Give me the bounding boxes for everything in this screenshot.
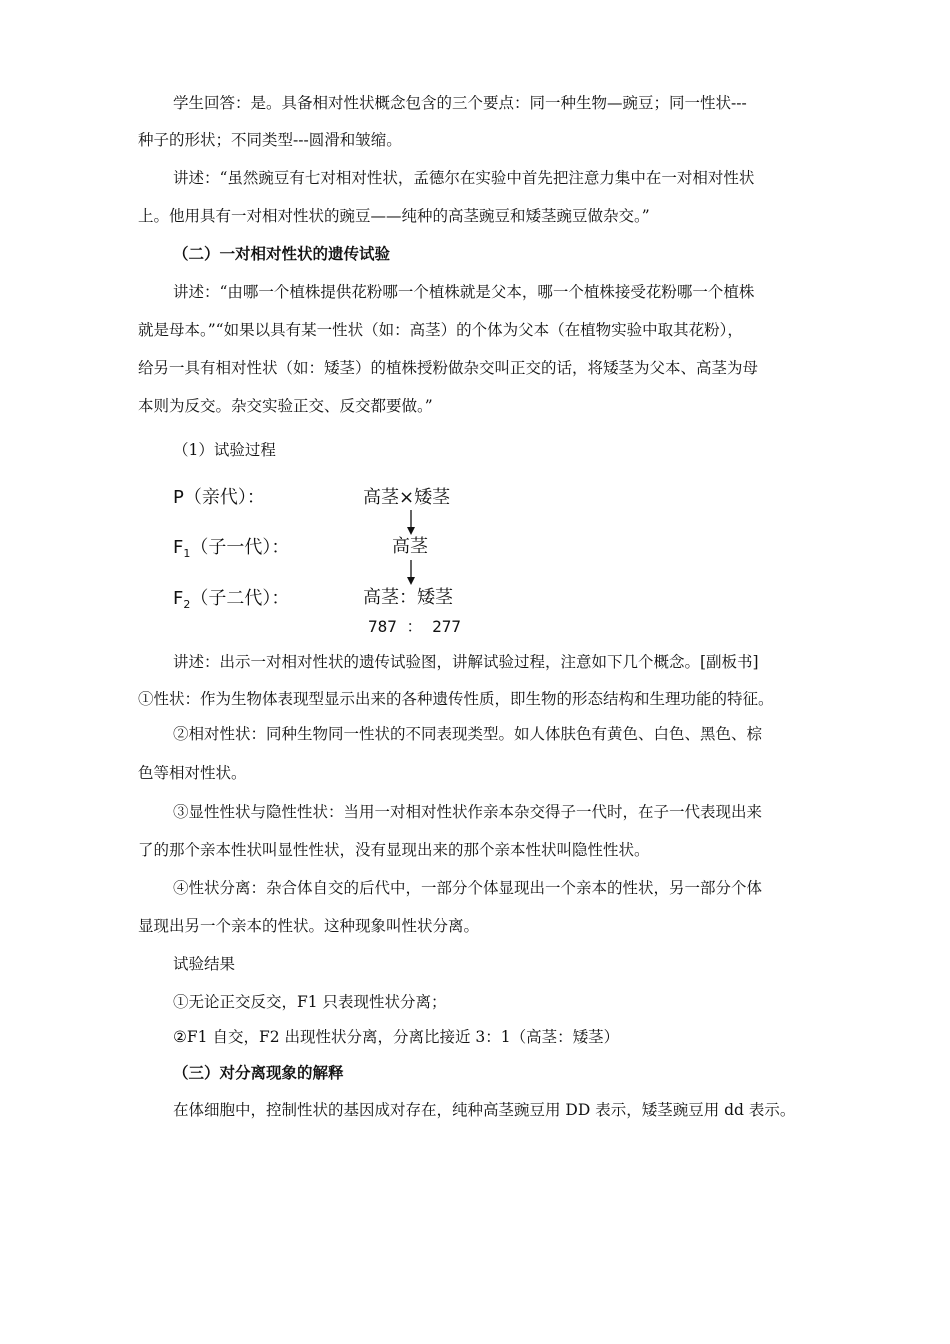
f1-letter: F (173, 537, 184, 558)
f2-ratio: 787 ： 277 (368, 617, 462, 636)
f1-subscript: 1 (183, 547, 191, 560)
paragraph-line: 讲述：“虽然豌豆有七对相对性状，孟德尔在实验中首先把注意力集中在一对相对性状 (173, 169, 755, 187)
paragraph-line: 上。他用具有一对相对性状的豌豆——纯种的高茎豌豆和矮茎豌豆做杂交。” (138, 207, 650, 225)
concept-item: ③显性性状与隐性性状：当用一对相对性状作亲本杂交得子一代时，在子一代表现出来 (173, 803, 763, 821)
f2-label-text: （子二代）： (190, 588, 290, 609)
result-item: ①无论正交反交，F1 只表现性状分离； (173, 993, 447, 1011)
result-heading: 试验结果 (173, 955, 236, 973)
section-heading: （二）一对相对性状的遗传试验 (173, 244, 391, 263)
arrow-down-icon (405, 560, 417, 586)
parent-cross: 高茎×矮茎 (363, 487, 451, 508)
paragraph-line: 色等相对性状。 (138, 764, 247, 782)
paragraph-line: 讲述：出示一对相对性状的遗传试验图，讲解试验过程，注意如下几个概念。[副板书] (173, 653, 759, 671)
paragraph-line: 在体细胞中，控制性状的基因成对存在，纯种高茎豌豆用 DD 表示，矮茎豌豆用 dd 表示。 (173, 1101, 796, 1119)
paragraph-line: 给另一具有相对性状（如：矮茎）的植株授粉做杂交叫正交的话，将矮茎为父本、高茎为母 (138, 359, 759, 377)
concept-item: ②相对性状：同种生物同一性状的不同表现类型。如人体肤色有黄色、白色、黑色、棕 (173, 725, 763, 743)
paragraph-line: 就是母本。”“如果以具有某一性状（如：高茎）的个体为父本（在植物实验中取其花粉）， (138, 321, 743, 339)
f2-generation-label (173, 588, 289, 616)
result-item: ②F1 自交，F2 出现性状分离，分离比接近 3：1（高茎：矮茎） (173, 1028, 620, 1046)
concept-item: ①性状：作为生物体表现型显示出来的各种遗传性质，即生物的形态结构和生理功能的特征。 (138, 690, 774, 708)
f2-result: 高茎：矮茎 (363, 587, 453, 608)
section-heading: （三）对分离现象的解释 (173, 1063, 344, 1082)
f1-result: 高茎 (392, 536, 428, 557)
paragraph-line: 显现出另一个亲本的性状。这种现象叫性状分离。 (138, 917, 480, 935)
f1-label-text: （子一代）： (190, 537, 290, 558)
paragraph-line: 种子的形状；不同类型---圆滑和皱缩。 (138, 131, 402, 149)
p-generation-label: P（亲代）： (173, 487, 265, 508)
f2-subscript: 2 (183, 598, 191, 611)
subsection-heading: （1）试验过程 (173, 441, 276, 459)
paragraph-line: 了的那个亲本性状叫显性性状，没有显现出来的那个亲本性状叫隐性性状。 (138, 841, 650, 859)
concept-item: ④性状分离：杂合体自交的后代中，一部分个体显现出一个亲本的性状，另一部分个体 (173, 879, 763, 897)
paragraph-line: 本则为反交。杂交实验正交、反交都要做。” (138, 397, 433, 415)
f2-letter: F (173, 588, 184, 609)
f1-generation-label (173, 537, 289, 565)
paragraph-line: 学生回答：是。具备相对性状概念包含的三个要点：同一种生物—豌豆；同一性状--- (173, 94, 747, 112)
arrow-down-icon (405, 510, 417, 536)
paragraph-line: 讲述：“由哪一个植株提供花粉哪一个植株就是父本，哪一个植株接受花粉哪一个植株 (173, 283, 755, 301)
